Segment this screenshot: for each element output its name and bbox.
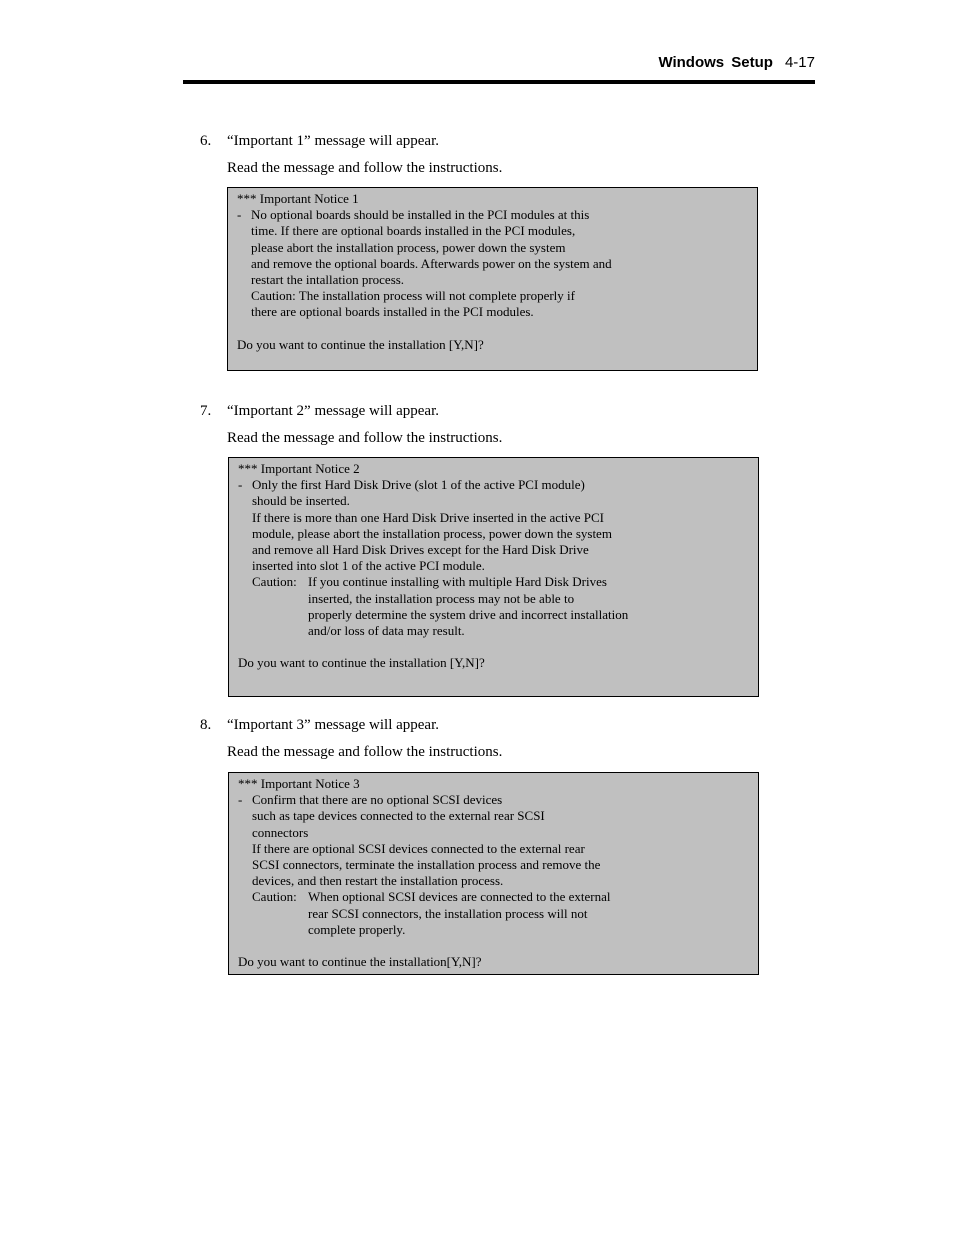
bullet-dash: - (237, 207, 242, 223)
step-8 (200, 716, 760, 761)
page-number: 4-17 (784, 54, 815, 71)
caution-line: If you continue installing with multiple Hard Disk Drives (308, 574, 607, 590)
notice-box-2 (228, 457, 759, 697)
step-instruction: Read the message and follow the instructions. (227, 744, 503, 760)
notice-line: and remove all Hard Disk Drives except for the Hard Disk Drive (252, 541, 589, 557)
step-title: “Important 3” message will appear. (227, 717, 440, 733)
caution-label: Caution: (252, 889, 297, 905)
running-header (183, 54, 815, 76)
caution-label: Caution: (252, 574, 297, 590)
notice-line: If there is more than one Hard Disk Drive inserted in the active PCI (252, 509, 604, 525)
notice-prompt: Do you want to continue the installation [Y,N]? (237, 336, 484, 352)
notice-prompt: Do you want to continue the installation[Y,N]? (238, 954, 482, 970)
notice-line: Only the first Hard Disk Drive (slot 1 of the active PCI module) (252, 477, 585, 493)
notice-prompt: Do you want to continue the installation [Y,N]? (238, 655, 485, 671)
section-title: Windows Setup (658, 54, 773, 71)
step-title: “Important 2” message will appear. (227, 403, 440, 419)
notice-line: time. If there are optional boards installed in the PCI modules, (251, 223, 576, 239)
caution-line: rear SCSI connectors, the installation process will not (308, 905, 588, 921)
notice-line: such as tape devices connected to the external rear SCSI (252, 808, 545, 824)
notice-line: please abort the installation process, power down the system (251, 239, 566, 255)
caution-line: complete properly. (308, 921, 406, 937)
notice-line: module, please abort the installation process, power down the system (252, 525, 612, 541)
bullet-dash: - (238, 792, 243, 808)
notice-line: should be inserted. (252, 493, 350, 509)
step-6 (200, 132, 760, 177)
caution-line: When optional SCSI devices are connected to the external (308, 889, 611, 905)
notice-line: connectors (252, 824, 309, 840)
step-title: “Important 1” message will appear. (227, 133, 440, 149)
notice-line: restart the intallation process. (251, 271, 405, 287)
notice-line: there are optional boards installed in the PCI modules. (251, 304, 534, 320)
caution-line: inserted, the installation process may not be able to (308, 590, 575, 606)
bullet-dash: - (238, 477, 243, 493)
step-7 (200, 402, 760, 447)
notice-line: Caution: The installation process will not complete properly if (251, 288, 575, 304)
step-number: 6. (200, 133, 212, 149)
header-rule (183, 80, 815, 84)
caution-line: and/or loss of data may result. (308, 622, 465, 638)
notice-line: and remove the optional boards. Afterwards power on the system and (251, 255, 612, 271)
notice-line: devices, and then restart the installation process. (252, 873, 504, 889)
step-instruction: Read the message and follow the instructions. (227, 430, 503, 446)
caution-line: properly determine the system drive and incorrect installation (308, 606, 629, 622)
notice-line: Confirm that there are no optional SCSI devices (252, 792, 503, 808)
notice-heading: *** Important Notice 1 (237, 191, 359, 206)
notice-line: If there are optional SCSI devices connected to the external rear (252, 840, 585, 856)
notice-box-1 (227, 187, 758, 371)
notice-heading: *** Important Notice 3 (238, 776, 360, 791)
notice-line: inserted into slot 1 of the active PCI module. (252, 558, 485, 574)
notice-heading: *** Important Notice 2 (238, 461, 360, 476)
step-instruction: Read the message and follow the instructions. (227, 160, 503, 176)
step-number: 7. (200, 403, 212, 419)
notice-line: SCSI connectors, terminate the installation process and remove the (252, 856, 601, 872)
notice-box-3 (228, 772, 759, 975)
step-number: 8. (200, 717, 212, 733)
notice-line: No optional boards should be installed in the PCI modules at this (251, 207, 590, 223)
